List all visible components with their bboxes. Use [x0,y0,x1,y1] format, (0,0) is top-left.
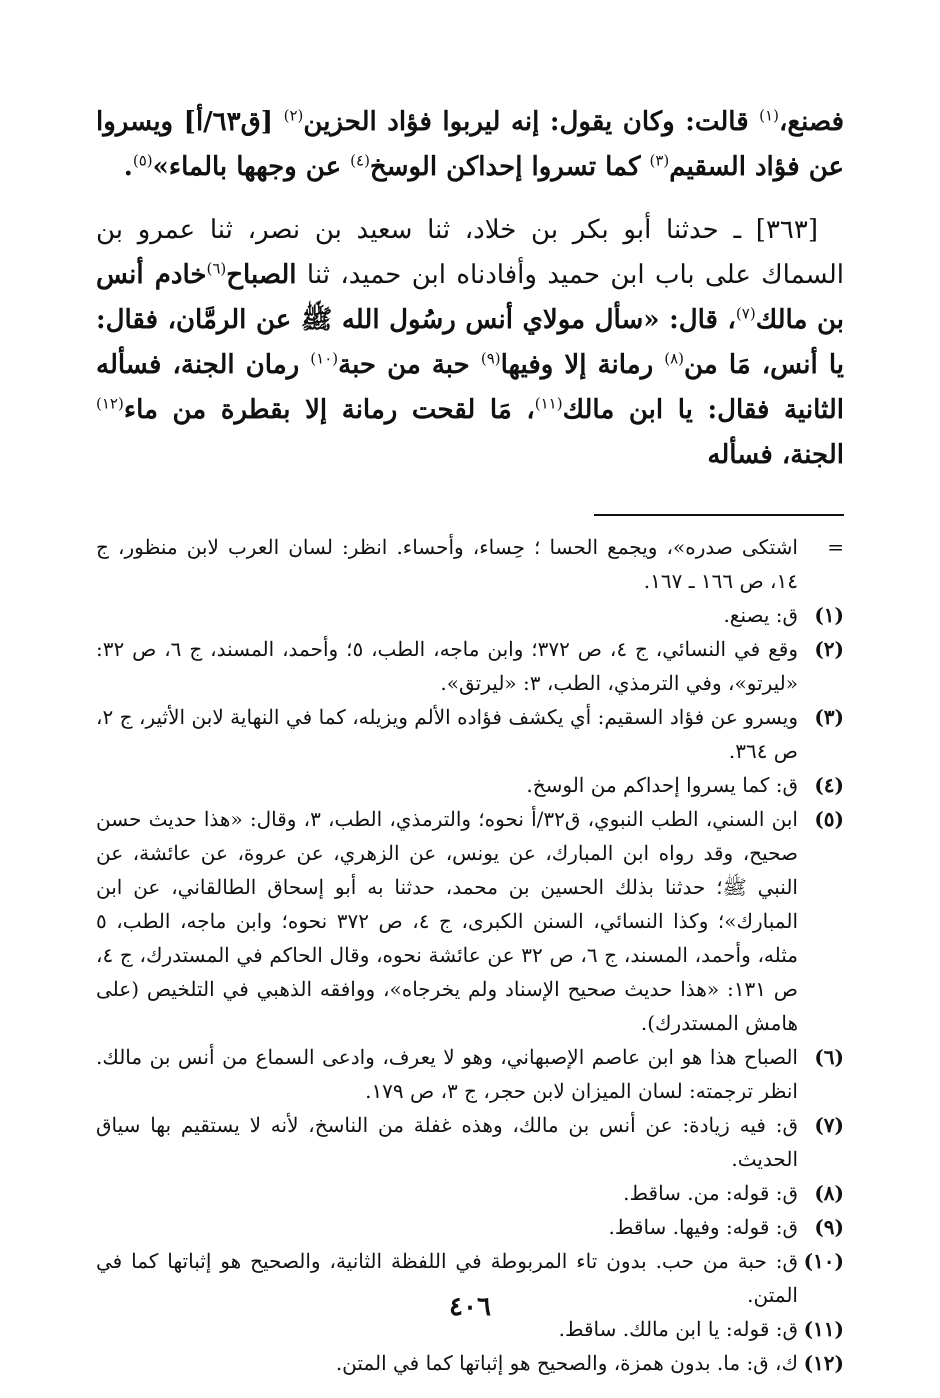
footnote-number: (٦) [814,1045,844,1069]
footnote-ref: (٧) [735,304,756,323]
text-run: . [123,152,133,182]
isnad-text: [٣٦٣] ـ حدثنا أبو بكر بن خلاد، ثنا سعيد بن نصر، ثنا عمرو بن السماك على باب ابن حميد وأفادناه ابن حميد، ثنا [96,215,844,290]
footnote-text: ابن السني، الطب النبوي، ق٣٢/أ نحوه؛ والترمذي، الطب، ٣، وقال: «هذا حديث حسن صحيح، وقد رواه ابن المبارك، عن يونس، عن الزهري، عن عروة، عن عائشة، عن النبي ﷺ؛ حدثنا بذلك الحسين بن محمد، حدثنا به أبو إسحاق الطالقاني، عن ابن المبارك»؛ وكذا النسائي، السنن الكبرى، ج ٤، ص ٣٧٢ نحوه؛ وابن ماجه، الطب، ٥ مثله، وأحمد، المسند، ج ٦، ص ٣٢ عن عائشة نحوه، وقال الحاكم في المستدرك، ج ٤، ص ١٣١: «هذا حديث صحيح الإسناد ولم يخرجاه»، ووافقه الذهبي في التلخيص (على هامش المستدرك). [96,807,799,1035]
text-run: فصنع، [778,107,845,137]
footnotes [96,530,844,1380]
footnote-text: ق: قوله: وفيها. ساقط. [608,1215,798,1239]
footnote-number: (٨) [814,1181,844,1205]
footnote-text: ق: يصنع. [723,603,798,627]
text-run: [ق٦٣/أ] ويسروا عن فؤاد السقيم [96,107,844,182]
page-number: ٤٠٦ [449,1292,491,1322]
text-run: رمان الجنة، فسأله الثانية فقال: يا ابن مالك [96,350,844,425]
footnote [96,768,844,802]
footnote [96,1108,844,1176]
footnote-text: ق: حبة من حب. بدون تاء المربوطة في اللفظة الثانية، والصحيح هو إثباتها كما في المتن. [96,1249,798,1307]
footnote-number: (٤) [814,773,844,797]
footnote-number: (٧) [814,1113,844,1137]
footnote-text: اشتكى صدره»، ويجمع الحسا ؛ حِساء، وأحساء. انظر: لسان العرب لابن منظور، ج ١٤، ص ١٦٦ ـ ١٦٧. [96,535,798,593]
text-run: الصباح [226,260,297,290]
footnote [96,700,844,768]
footnote-ref: (٢) [283,106,304,125]
text-run: كما تسروا إحداكن الوسخ [369,152,650,182]
text-run: الجنة، فسأله [707,440,844,470]
footnote-text: ق: قوله: يا ابن مالك. ساقط. [558,1317,798,1341]
footnote-ref: (٣) [649,151,670,170]
footnote-ref: (١) [759,106,779,125]
footnote [96,802,844,1040]
footnote-ref: (٨) [664,349,685,368]
footnote-number: (٥) [814,807,844,831]
footnote-ref: (٩) [480,349,501,368]
footnote-ref: (٦) [206,259,227,278]
footnote-number: (٩) [814,1215,844,1239]
footnote [96,598,844,632]
text-run: حبة من حبة [338,350,481,380]
footnote-text: ق: فيه زيادة: عن أنس بن مالك، وهذه غفلة من الناسخ، لأنه لا يستقيم بها سياق الحديث. [96,1113,798,1171]
main-text [96,100,844,478]
text-run: ، مَا لقحت رمانة إلا بقطرة من ماء [123,395,535,425]
footnote-ref: (١٠) [310,349,339,368]
text-run: رمانة إلا وفيها [500,350,665,380]
footnote-number: (١٢) [803,1351,844,1375]
footnote [96,1210,844,1244]
footnote-text: وقع في النسائي، ج ٤، ص ٣٧٢؛ وابن ماجه، الطب، ٥؛ وأحمد، المسند، ج ٦، ص ٣٢: «ليرتو»، وفي الترمذي، الطب، ٣: «ليرتق». [96,637,798,695]
footnote-divider [594,514,844,516]
footnote [96,1040,844,1108]
footnote-continuation [96,530,844,598]
text-run: خادم أنس بن مالك [96,260,844,335]
footnote [96,1176,844,1210]
footnote-text: ق: كما يسروا إحداكم من الوسخ. [526,773,798,797]
footnote [96,632,844,700]
footnote-text: ويسرو عن فؤاد السقيم: أي يكشف فؤاده الألم ويزيله، كما في النهاية لابن الأثير، ج ٢، ص ٣٦٤. [96,705,798,763]
text-run: عن وجهها بالماء» [152,152,351,182]
footnote-ref: (١١) [534,394,563,413]
footnote-number: (٢) [814,637,844,661]
footnote-number: (١) [814,603,844,627]
paragraph-continuation [96,100,844,190]
footnote-number: (٣) [814,705,844,729]
footnote [96,1346,844,1380]
footnote-ref: (٥) [132,151,153,170]
footnote-text: ق: قوله: من. ساقط. [623,1181,798,1205]
footnote-number: (١١) [803,1317,844,1341]
footnote-number: (١٠) [803,1249,844,1273]
hadith-363 [96,208,844,478]
footnote-ref: (٤) [350,151,370,170]
text-run: قالت: وكان يقول: إنه ليربوا فؤاد الحزين [303,107,760,137]
matn-text: ، قال: «سأل مولاي أنس رسُول الله ﷺ عن الرمَّان، فقال: يا أنس، مَا من [96,305,844,380]
footnote-number: = [827,535,844,559]
footnote-text: ك، ق: ما. بدون همزة، والصحيح هو إثباتها كما في المتن. [335,1351,798,1375]
footnote-text: الصباح هذا هو ابن عاصم الإصبهاني، وهو لا يعرف، وادعى السماع من أنس بن مالك. انظر ترجمته: لسان الميزان لابن حجر، ج ٣، ص ١٧٩. [96,1045,798,1103]
footnote-ref: (١٢) [96,394,124,413]
